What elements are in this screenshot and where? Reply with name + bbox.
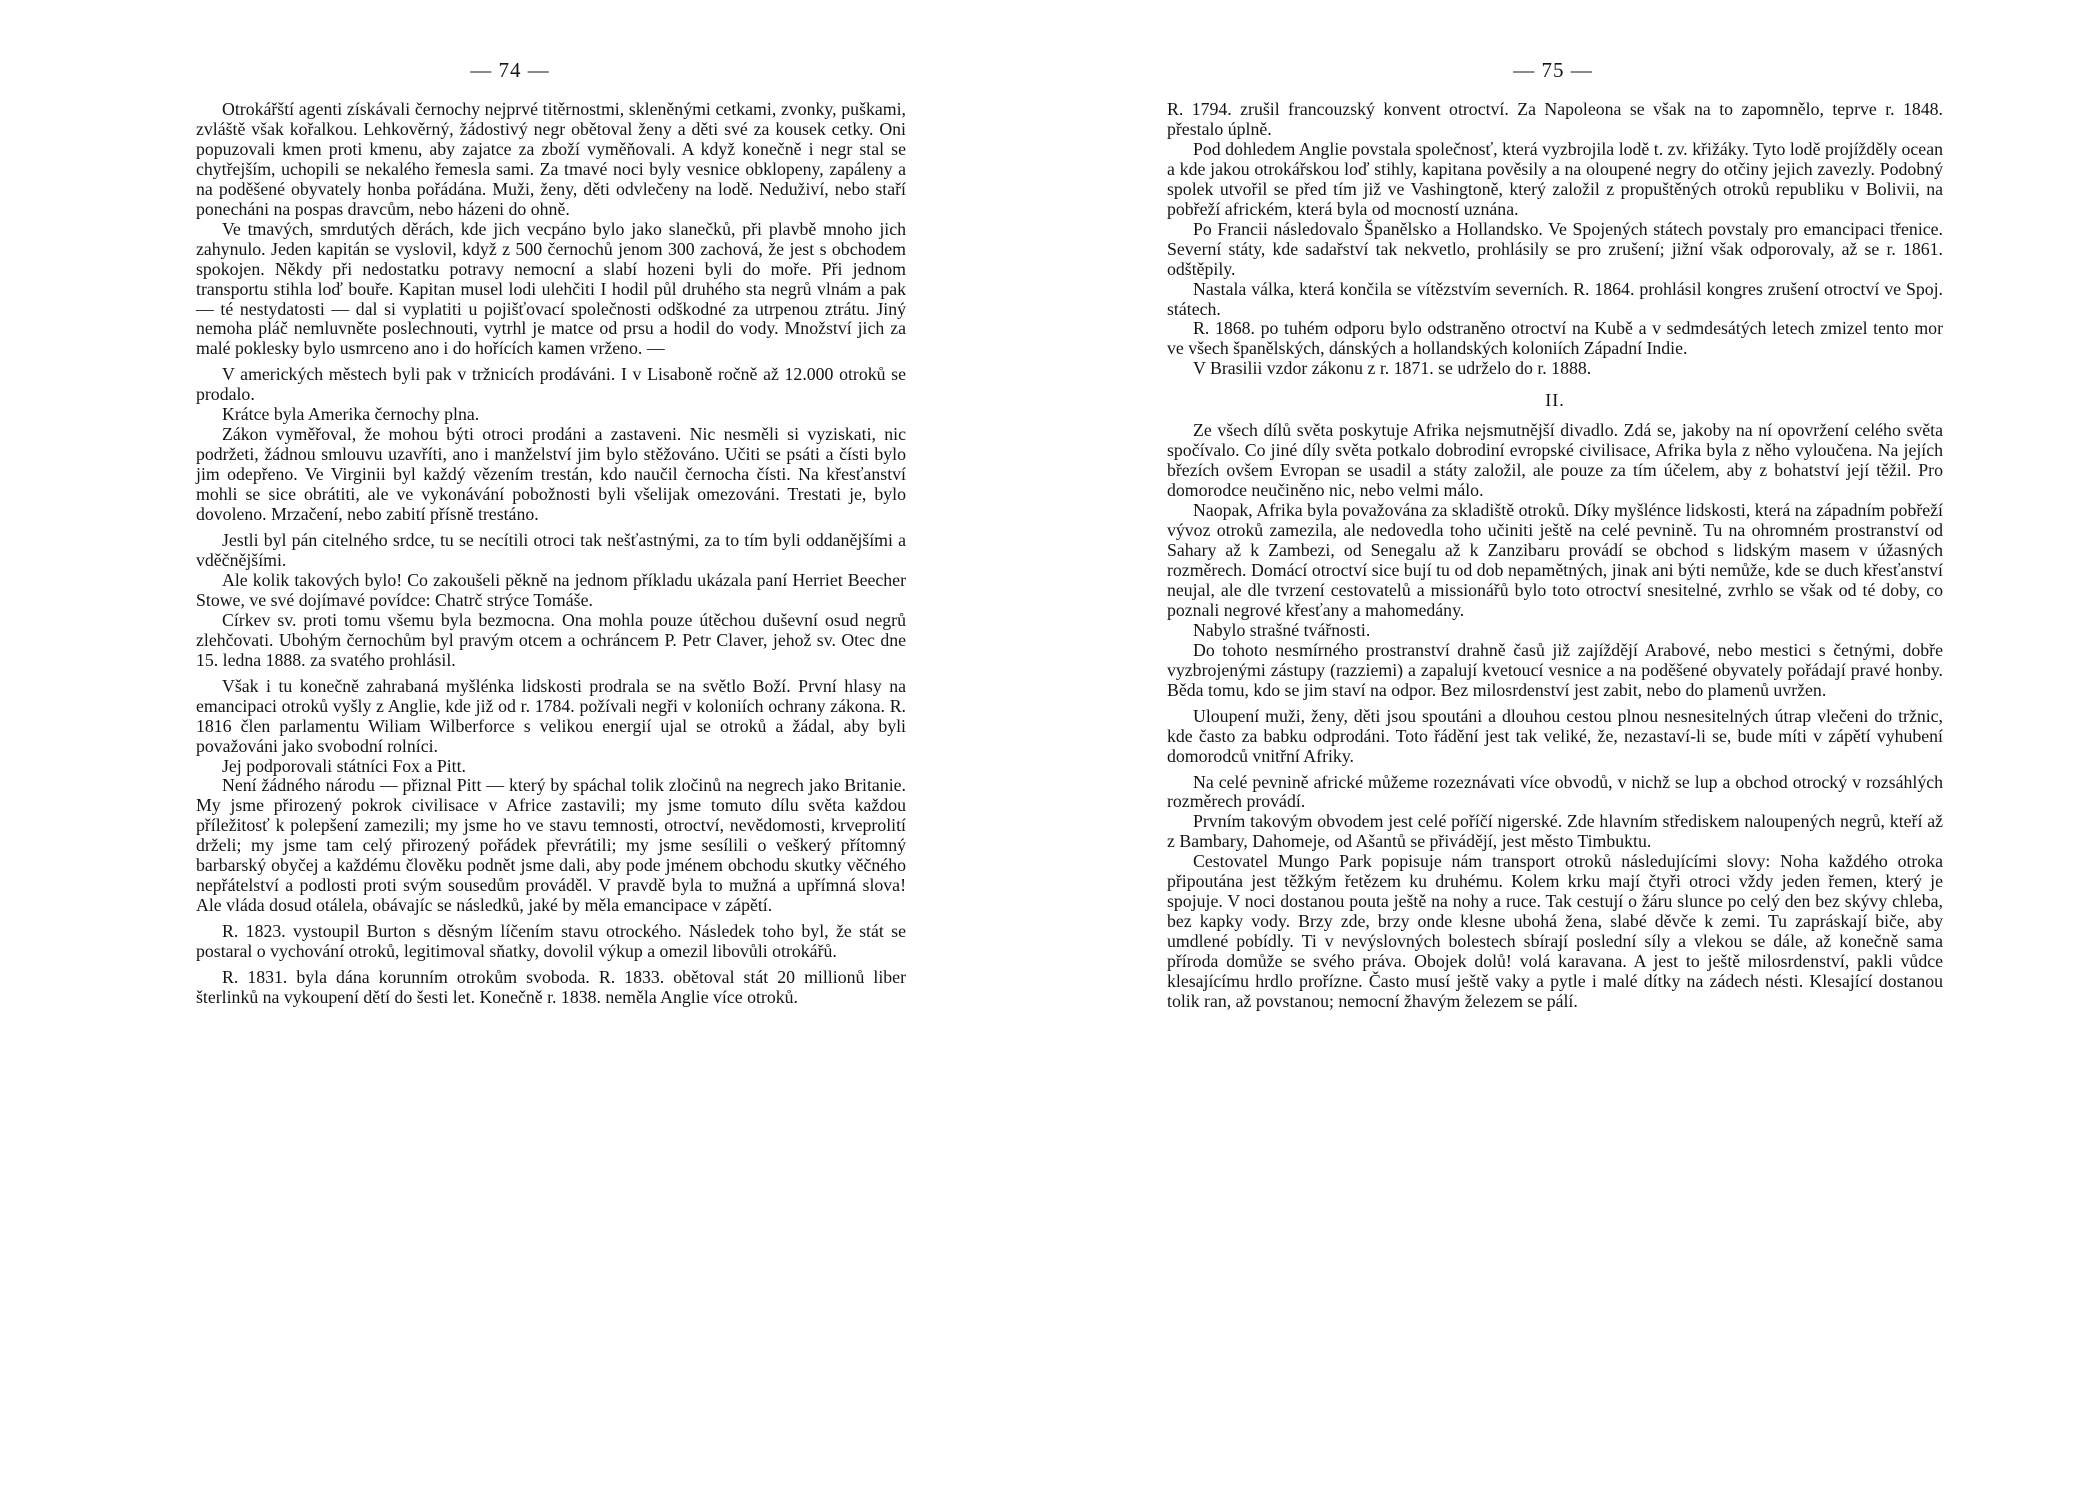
paragraph: Prvním takovým obvodem jest celé poříčí nigerské. Zde hlavním střediskem naloupených negrů, kteří až z Bambary, Dahomeje, od Ašantů se přivádějí, jest město Timbuktu. [1167,811,1943,852]
paragraph: Uloupení muži, ženy, děti jsou spoutáni a dlouhou cestou plnou nesnesitelných útrap vlečeni do tržnic, kde často za babku odprodáni. Toto řádění jest tak veliké, že, nezastaví-li se, bude míti v zápětí vyhubení domorodců vnitřní Afriky. [1167,705,1943,766]
paragraph: Nastala válka, která končila se vítězstvím severních. R. 1864. prohlásil kongres zrušení otroctví ve Spoj. státech. [1167,278,1943,319]
page-number-right: — 75 — [1513,58,1593,82]
paragraph: Zákon vyměřoval, že mohou býti otroci prodáni a zastaveni. Nic nesměli si vyziskati, nic podržeti, žádnou smlouvu uzavříti, ano i manželství jim bylo stěžováno. Učiti se psáti a čísti bylo jim odepřeno. Ve Virginii byl každý vězením trestán, kdo naučil černocha čísti. Na křesťanství mohli se sice obrátiti, ale ve vykonávání pobožnosti byli všelijak omezováni. Trestati je, bylo dovoleno. Mrzačení, nebo zabití přísně trestáno. [196,424,906,525]
page-number-left: — 74 — [470,58,550,82]
paragraph: R. 1831. byla dána korunním otrokům svoboda. R. 1833. obětoval stát 20 millionů liber šterlinků na vykoupení dětí do šesti let. Konečně r. 1838. neměla Anglie více otroků. [196,967,906,1007]
paragraph: Naopak, Afrika byla považována za skladiště otroků. Díky myšlénce lidskosti, která na západním pobřeží vývoz otroků zamezila, ale nedovedla toho učiniti ještě na celé pevnině. Tu na ohromném prostranství od Sahary až k Zambezi, od Senegalu až k Zanzibaru provádí se obchod s lidským masem v úžasných rozměrech. Domácí otroctví sice bují tu od dob nepamětných, jinak ani býti nemůže, kde se duch křesťanství neujal, ale dle tvrzení cestovatelů a missionářů bylo toto otroctví snesitelné, zvrhlo se však od té doby, co poznali negrové křesťany a mahomedány. [1167,500,1943,620]
paragraph: Nabylo strašné tvářnosti. [1193,619,1371,640]
paragraph: Krátce byla Amerika černochy plna. [222,404,480,425]
right-text-column [1167,100,1943,1012]
left-text-column [196,100,906,1008]
paragraph: Do tohoto nesmírného prostranství drahně časů již zajíždějí Arabové, nebo mestici s četnými, dobře vyzbrojenými zástupy (razziemi) a zapalují kvetoucí vesnice a na poděšené obyvately pořádají pravé honby. Běda tomu, kdo se jim staví na odpor. Bez milosrdenství jest zabit, nebo do plamenů uvržen. [1167,639,1943,700]
paragraph: R. 1794. zrušil francouzský konvent otroctví. Za Napoleona se však na to zapomnělo, teprve r. 1848. přestalo úplně. [1167,99,1943,139]
paragraph: Ale kolik takových bylo! Co zakoušeli pěkně na jednom příkladu ukázala paní Herriet Beecher Stowe, ve své dojímavé povídce: Chatrč strýce Tomáše. [196,569,906,610]
paragraph: Otrokářští agenti získávali černochy nejprvé titěrnostmi, skleněnými cetkami, zvonky, puškami, zvláště však kořalkou. Lehkověrný, žádostivý negr obětoval ženy a děti své za kousek cetky. Oni popuzovali kmen proti kmenu, aby zajatce za zboží vyměňovali. A když konečně i negr stal se chytřejším, uchopili se nekalého řemesla sami. Za tmavé noci byly vesnice obklopeny, zapáleny a na poděšené obyvately honba pořádána. Muži, ženy, děti odvlečeny na lodě. Neduživí, nebo staří ponecháni na pospas dravcům, nebo házeni do ohně. [196,99,906,219]
paragraph: Ze všech dílů světa poskytuje Afrika nejsmutnější divadlo. Zdá se, jakoby na ní opovržení celého světa spočívalo. Co jiné díly světa potkalo dobrodiní evropské civilisace, Afrika byla z něho vyloučena. Na jejích březích ovšem Evropan se usadil a státy založil, ale pouze za tím účelem, aby z bohatství její těžil. Pro domorodce neučiněno nic, nebo velmi málo. [1167,420,1943,501]
paragraph: Cestovatel Mungo Park popisuje nám transport otroků následujícími slovy: Noha každého otroka připoutána jest těžkým řetězem ku druhému. Kolem krku mají čtyři otroci vždy jeden řemen, který je spojuje. V noci dostanou pouta ještě na nohy a ruce. Tak cestují o žáru slunce po celý den bez skývy chleba, bez kapky vody. Brzy zde, brzy onde klesne ubohá žena, slabé děvče k zemi. Tu zapráskají biče, aby umdlené pobídly. Ti v nevýslovných bolestech sbírají poslední síly a vlekou se dále, až konečně sama příroda domůže se svého práva. Obojek dolů! volá karavana. A jest to ještě milosrdenství, pakli vůdce klesajícímu hrdlo prořízne. Často musí ještě vaky a pytle i malé dítky na zádech nésti. Klesající dostanou tolik ran, až povstanou; nemocní žhavým železem se pálí. [1167,851,1943,1011]
paragraph: Na celé pevnině africké můžeme rozeznávati více obvodů, v nichž se lup a obchod otrocký v rozsáhlých rozměrech provádí. [1167,771,1943,812]
paragraph: Jestli byl pán citelného srdce, tu se necítili otroci tak nešťastnými, za to tím byli oddanějšími a vděčnějšími. [196,530,906,570]
paragraph: Církev sv. proti tomu všemu byla bezmocna. Ona mohla pouze útěchou duševní osud negrů zlehčovati. Ubohým černochům byl pravým otcem a ochráncem P. Petr Claver, jehož sv. Otec dne 15. ledna 1888. za svatého prohlásil. [196,609,906,670]
paragraph: Není žádného národu — přiznal Pitt — který by spáchal tolik zločinů na negrech jako Britanie. My jsme přirozený pokrok civilisace v Africe zastavili; my jsme tomuto dílu světa každou příležitosť k polepšení zamezili; my jsme ho ve stavu temnosti, otroctví, nevědomosti, krveprolití drželi; my jsme tam celý přirozený pořádek převrátili; my jsme sesílili o veškerý přítomný barbarský obyčej a každému člověku podnět jsme dali, aby pode jménem obchodu skutky věčného nepřátelství a podlosti proti svým sousedům prováděl. V pravdě byla to mužná a upřímná slova! Ale vláda dosud otálela, obávajíc se následků, jaké by měla emancipace v zápětí. [196,775,906,916]
paragraph: V amerických městech byli pak v tržnicích prodáváni. I v Lisaboně ročně až 12.000 otroků se prodalo. [196,364,906,405]
section-heading: II. [1545,390,1565,411]
paragraph: R. 1868. po tuhém odporu bylo odstraněno otroctví na Kubě a v sedmdesátých letech zmizel tento mor ve všech španělských, dánských a hollandských koloniích Západní Indie. [1167,318,1943,359]
paragraph: Pod dohledem Anglie povstala společnosť, která vyzbrojila lodě t. zv. křižáky. Tyto lodě projížděly ocean a kde jakou otrokářskou loď stihly, kapitana pověsily a na oloupené negry do otčiny jejich zavezly. Podobný spolek utvořil se před tím již ve Vashingtoně, který založil z propuštěných otroků republiku v Bolivii, na pobřeží africkém, která byla od mocností uznána. [1167,138,1943,219]
paragraph: Ve tmavých, smrdutých děrách, kde jich vecpáno bylo jako slanečků, při plavbě mnoho jich zahynulo. Jeden kapitán se vyslovil, když z 500 černochů jenom 300 zachová, že jest s obchodem spokojen. Někdy při nedostatku potravy nemocní a slabí hozeni byli do moře. Při jednom transportu stihla loď bouře. Kapitan musel lodi ulehčiti I hodil půl druhého sta negrů vlnám a pak — té nestydatosti — dal si vyplatiti u pojišťovací společnosti odškodné za utrpenou ztrátu. Jiný nemoha pláč nemluvněte poslechnouti, vytrhl je matce od prsu a hodil do vody. Množství jich za malé poklesky bylo usmrceno ano i do hořících kamen vrženo. — [196,218,906,359]
right-page [1037,0,2074,1501]
paragraph: Jej podporovali státníci Fox a Pitt. [222,755,466,776]
paragraph: Po Francii následovalo Španělsko a Hollandsko. Ve Spojených státech povstaly pro emancipaci třenice. Severní státy, kde sadařství tak nekvetlo, prohlásily se pro zrušení; jižní však odporovaly, až se r. 1861. odštěpily. [1167,218,1943,279]
paragraph: V Brasilii vzdor zákonu z r. 1871. se udrželo do r. 1888. [1193,358,1592,379]
paragraph: Však i tu konečně zahrabaná myšlénka lidskosti prodrala se na světlo Boží. První hlasy na emancipaci otroků vyšly z Anglie, kde již od r. 1784. požívali negři v koloniích ochrany zákona. R. 1816 člen parlamentu Wiliam Wilberforce s velikou energií ujal se otroků a žádal, aby byli považováni jako svobodní rolníci. [196,675,906,756]
paragraph: R. 1823. vystoupil Burton s děsným líčením stavu otrockého. Následek toho byl, že stát se postaral o vychování otroků, legitimoval sňatky, dovolil výkup a omezil libovůli otrokářů. [196,921,906,962]
